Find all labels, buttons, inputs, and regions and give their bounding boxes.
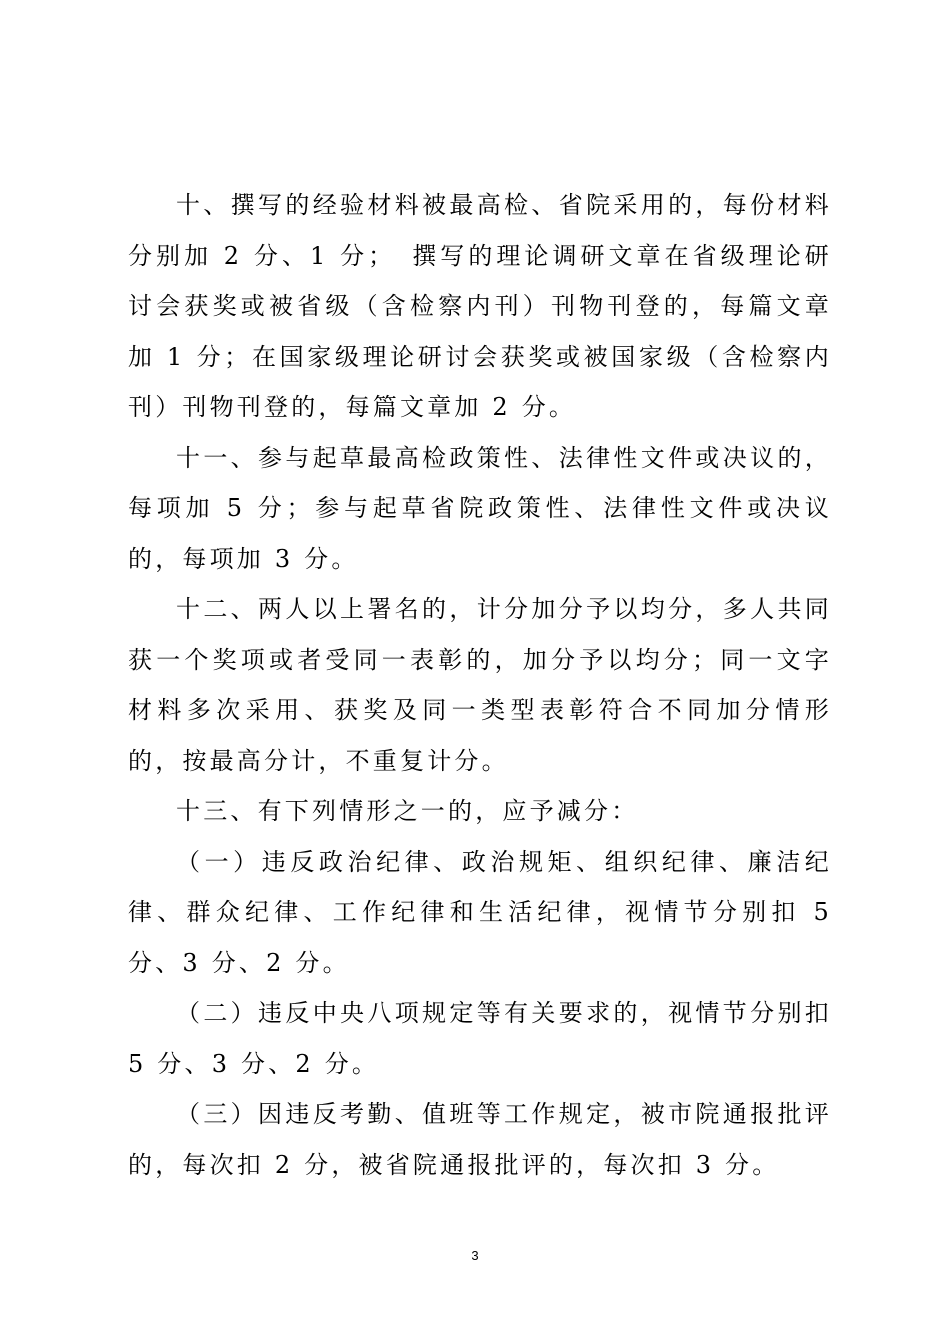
paragraph-13-item-1: （一）违反政治纪律、政治规矩、组织纪律、廉洁纪律、群众纪律、工作纪律和生活纪律，视情节分别扣 5 分、3 分、2 分。 xyxy=(128,847,832,977)
document-body xyxy=(128,180,832,1190)
paragraph-11: 十一、参与起草最高检政策性、法律性文件或决议的，每项加 5 分；参与起草省院政策性、法律性文件或决议的，每项加 3 分。 xyxy=(128,443,832,573)
paragraph-13-item-3: （三）因违反考勤、值班等工作规定，被市院通报批评的，每次扣 2 分，被省院通报批评的，每次扣 3 分。 xyxy=(128,1100,832,1179)
paragraph-12: 十二、两人以上署名的，计分加分予以均分，多人共同获一个奖项或者受同一表彰的，加分予以均分；同一文字材料多次采用、获奖及同一类型表彰符合不同加分情形的，按最高分计，不重复计分。 xyxy=(128,595,832,775)
paragraph-10: 十、撰写的经验材料被最高检、省院采用的，每份材料分别加 2 分、1 分； 撰写的理论调研文章在省级理论研讨会获奖或被省级（含检察内刊）刊物刊登的，每篇文章加 1 分；在国家级理论研讨会获奖或被国家级（含检察内刊）刊物刊登的，每篇文章加 2 分。 xyxy=(128,191,832,421)
page-number: 3 xyxy=(471,1248,479,1263)
paragraph-13: 十三、有下列情形之一的，应予减分： xyxy=(176,797,639,825)
paragraph-13-item-2: （二）违反中央八项规定等有关要求的，视情节分别扣 5 分、3 分、2 分。 xyxy=(128,999,832,1078)
